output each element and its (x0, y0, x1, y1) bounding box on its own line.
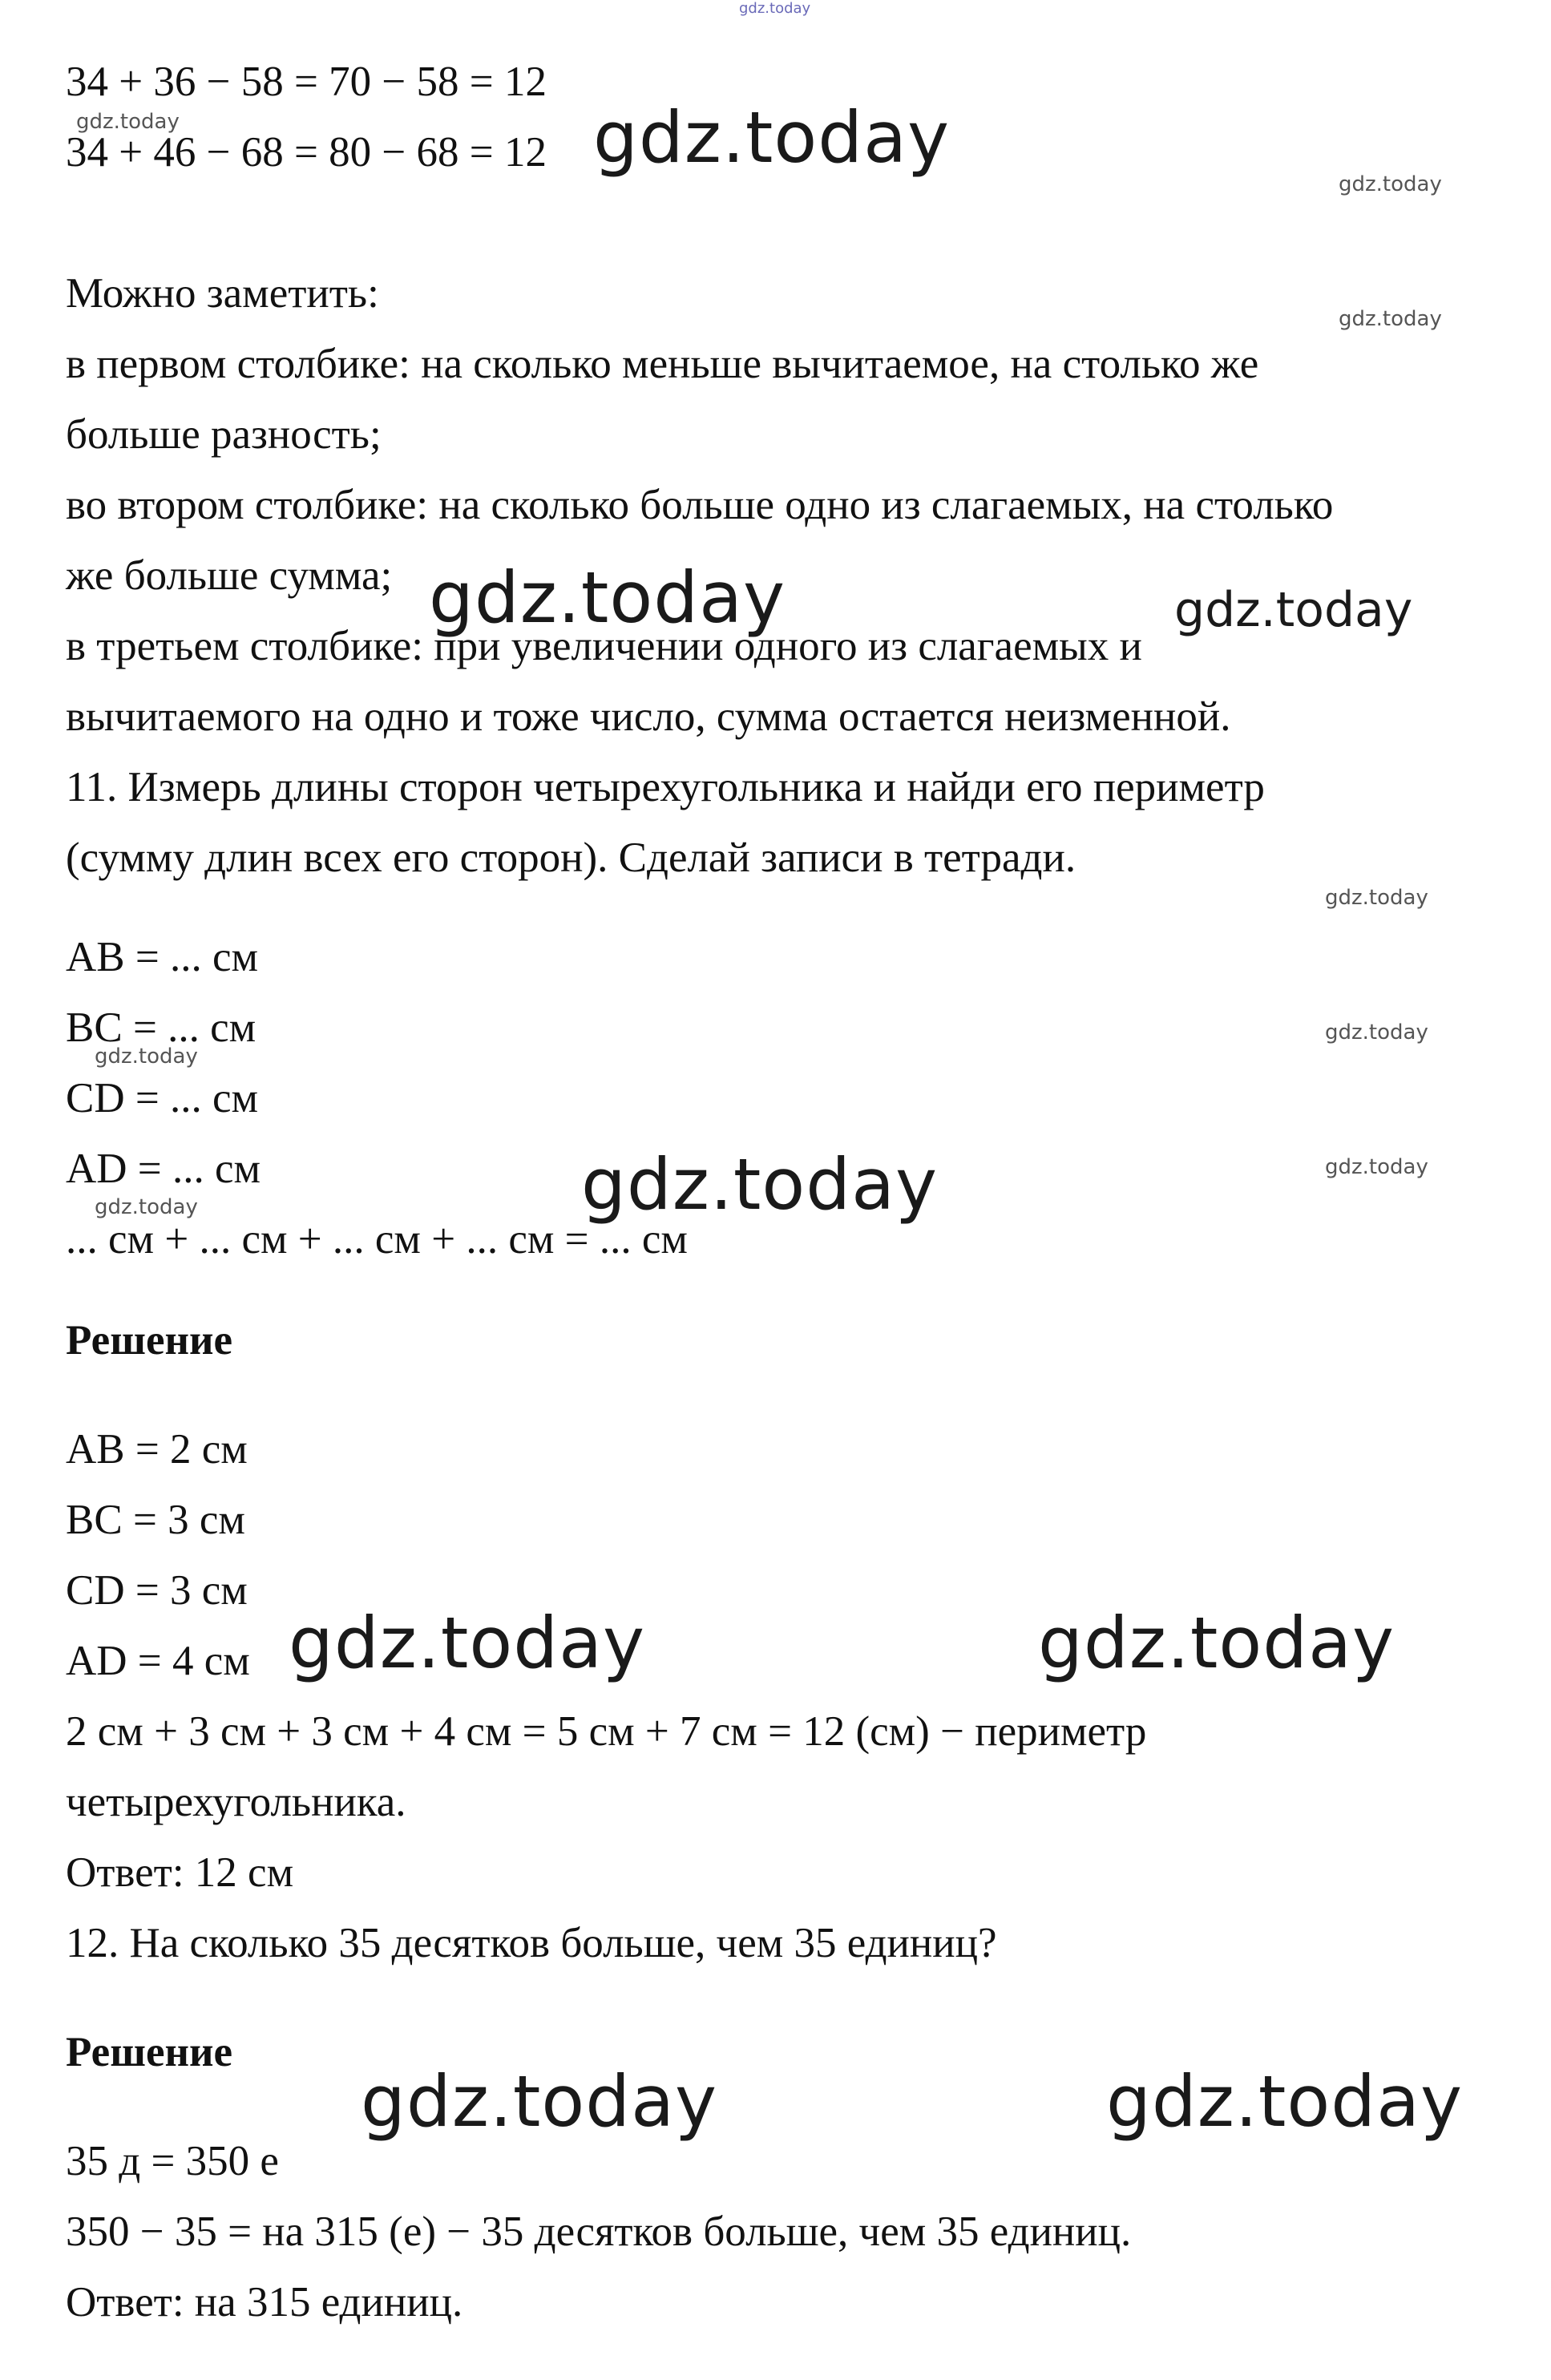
watermark: gdz.today (289, 1602, 646, 1684)
watermark: gdz.today (1325, 1020, 1428, 1045)
solution-line: CD = 3 см (66, 1567, 248, 1614)
equation-line: 34 + 36 − 58 = 70 − 58 = 12 (66, 59, 547, 105)
watermark: gdz.today (361, 2060, 718, 2143)
watermark: gdz.today (429, 556, 786, 639)
watermark: gdz.today (1174, 582, 1413, 638)
solution-line: 350 − 35 = на 315 (е) − 35 десятков больше, чем 35 единиц. (66, 2208, 1132, 2255)
template-line: CD = ... см (66, 1075, 259, 1121)
watermark: gdz.today (1339, 172, 1442, 196)
task-12-question: 12. На сколько 35 десятков больше, чем 35 единиц? (66, 1920, 997, 1966)
watermark: gdz.today (95, 1045, 198, 1069)
observation-line: в первом столбике: на сколько меньше вычитаемое, на столько же (66, 341, 1259, 387)
watermark: gdz.today (1339, 307, 1442, 331)
answer-line: Ответ: на 315 единиц. (66, 2279, 463, 2325)
watermark: gdz.today (95, 1195, 198, 1219)
watermark: gdz.today (1106, 2060, 1464, 2143)
template-line: AD = ... см (66, 1146, 261, 1192)
watermark: gdz.today (76, 110, 180, 134)
solution-line: AB = 2 см (66, 1426, 248, 1473)
solution-line: 2 см + 3 см + 3 см + 4 см = 5 см + 7 см = 12 (см) − периметр (66, 1708, 1147, 1755)
solution-heading: Решение (66, 1317, 233, 1364)
task-11-text: (сумму длин всех его сторон). Сделай записи в тетради. (66, 834, 1076, 881)
solution-heading: Решение (66, 2029, 233, 2075)
solution-line: AD = 4 см (66, 1638, 250, 1684)
watermark: gdz.today (1325, 1155, 1428, 1179)
solution-line: BC = 3 см (66, 1497, 245, 1543)
watermark: gdz.today (581, 1143, 939, 1226)
observations-intro: Можно заметить: (66, 270, 379, 317)
observation-line: в третьем столбике: при увеличении одного из слагаемых и (66, 623, 1142, 669)
answer-line: Ответ: 12 см (66, 1849, 294, 1896)
equation-line: 34 + 46 − 68 = 80 − 68 = 12 (66, 129, 547, 176)
solution-line: четырехугольника. (66, 1779, 406, 1825)
observation-line: во втором столбике: на сколько больше одно из слагаемых, на столько (66, 482, 1334, 528)
task-11-text: 11. Измерь длины сторон четырехугольника и найди его периметр (66, 764, 1265, 810)
top-watermark: gdz.today (739, 0, 811, 17)
template-line: BC = ... см (66, 1004, 256, 1051)
watermark: gdz.today (1038, 1602, 1395, 1684)
template-line: ... см + ... см + ... см + ... см = ... см (66, 1216, 688, 1263)
template-line: AB = ... см (66, 934, 259, 980)
solution-line: 35 д = 350 е (66, 2138, 279, 2184)
observation-line: вычитаемого на одно и тоже число, сумма остается неизменной. (66, 693, 1231, 740)
observation-line: больше разность; (66, 411, 382, 458)
watermark: gdz.today (593, 96, 951, 179)
watermark: gdz.today (1325, 886, 1428, 910)
observation-line: же больше сумма; (66, 552, 393, 599)
